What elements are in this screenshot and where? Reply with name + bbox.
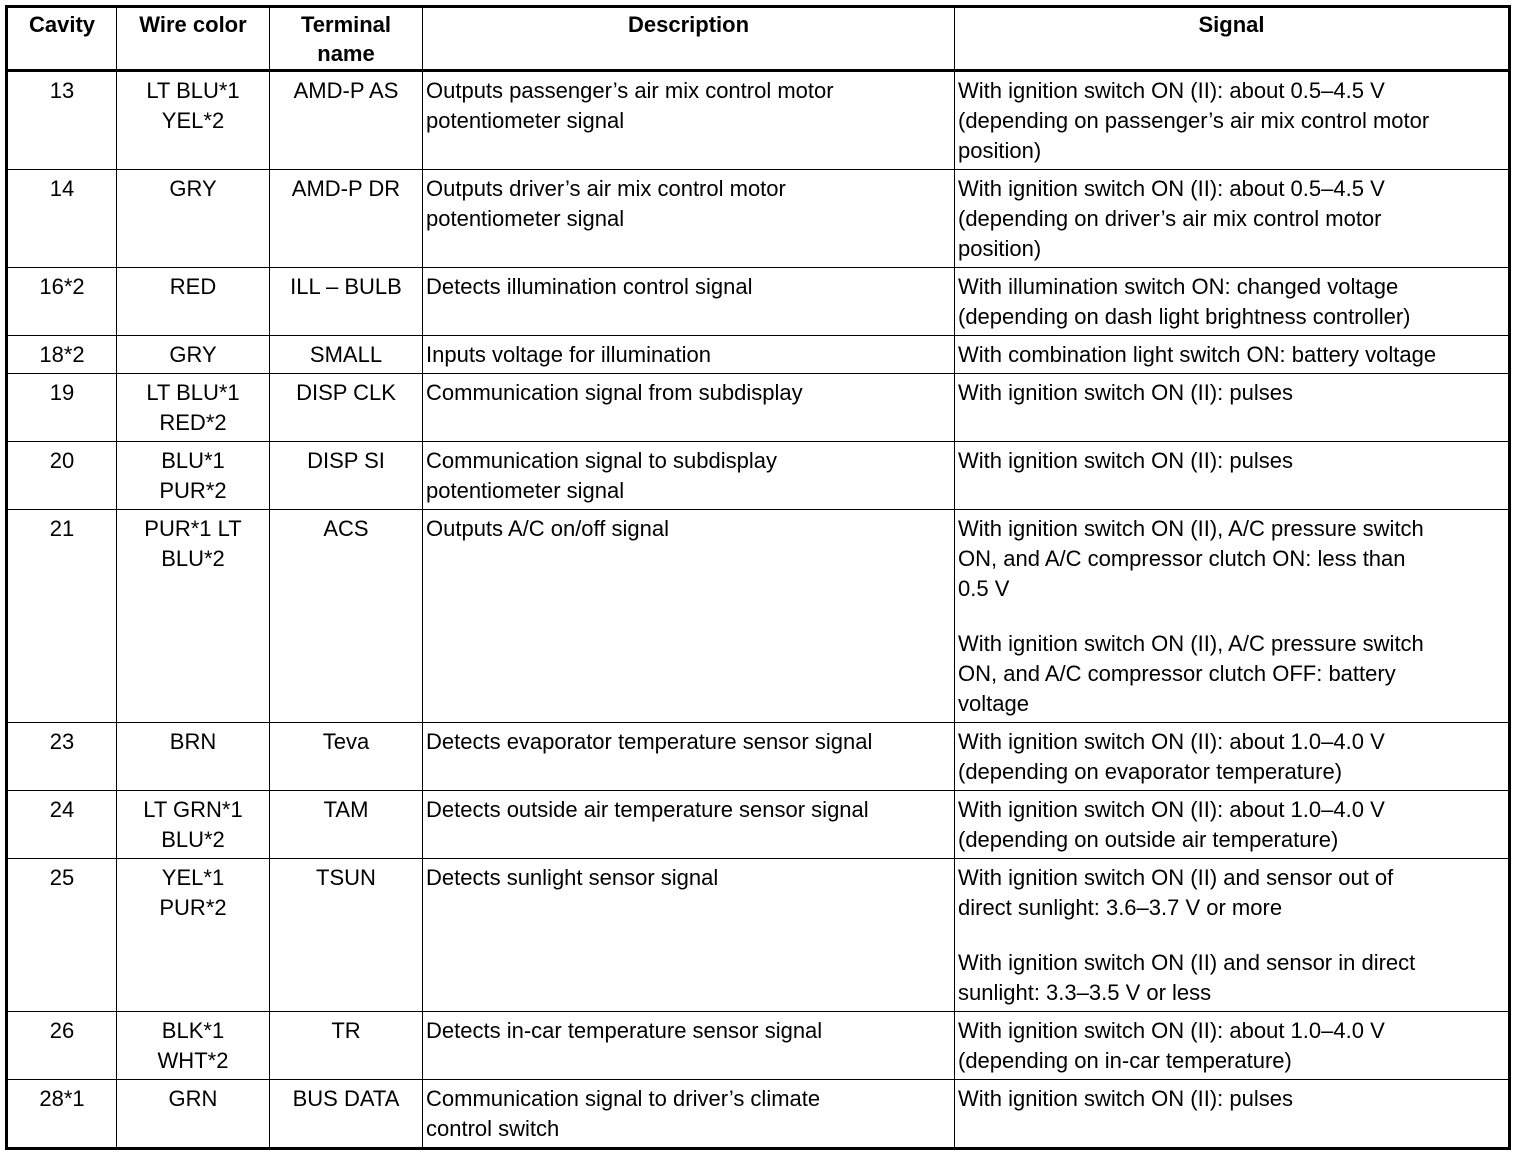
- wire-color-cell: [117, 268, 270, 336]
- signal-line: ON, and A/C compressor clutch OFF: battery: [958, 661, 1396, 686]
- signal-line: ON, and A/C compressor clutch ON: less than: [958, 546, 1406, 571]
- wire-color-line: BRN: [169, 729, 217, 754]
- signal-cell: [955, 71, 1510, 170]
- table-row: [7, 723, 1510, 791]
- signal-line: position): [958, 236, 1042, 261]
- description-line: Detects illumination control signal: [426, 274, 753, 299]
- signal-paragraph: [958, 514, 1505, 604]
- description-line: Detects outside air temperature sensor signal: [426, 797, 869, 822]
- description-line: Inputs voltage for illumination: [426, 342, 711, 367]
- wire-color-cell: [117, 374, 270, 442]
- wire-color-cell: [117, 859, 270, 1012]
- description-line: Detects in-car temperature sensor signal: [426, 1018, 823, 1043]
- signal-line: (depending on outside air temperature): [958, 827, 1339, 852]
- wire-color-cell: [117, 723, 270, 791]
- signal-paragraph: [958, 378, 1505, 408]
- wire-color-line: WHT*2: [157, 1048, 229, 1073]
- description-cell: [423, 442, 955, 510]
- wire-color-cell: [117, 510, 270, 723]
- signal-line: (depending on evaporator temperature): [958, 759, 1343, 784]
- terminal-name-cell: TAM: [270, 791, 423, 859]
- signal-line: With ignition switch ON (II), A/C pressure switch: [958, 516, 1424, 541]
- signal-line: With ignition switch ON (II): pulses: [958, 448, 1293, 473]
- signal-cell: [955, 859, 1510, 1012]
- table-body: [7, 71, 1510, 1149]
- signal-paragraph: [958, 863, 1505, 923]
- cavity-cell: 16*2: [7, 268, 117, 336]
- description-cell: [423, 374, 955, 442]
- description-cell: [423, 1012, 955, 1080]
- signal-paragraph: [958, 629, 1505, 719]
- terminal-name-cell: AMD-P AS: [270, 71, 423, 170]
- signal-line: voltage: [958, 691, 1029, 716]
- description-line: Outputs A/C on/off signal: [426, 516, 669, 541]
- wire-color-line: LT BLU*1: [146, 78, 240, 103]
- table-row: [7, 1080, 1510, 1149]
- signal-line: (depending on dash light brightness controller): [958, 304, 1411, 329]
- signal-line: With ignition switch ON (II): about 1.0–4.0 V: [958, 729, 1385, 754]
- header-wire-color: Wire color: [117, 7, 270, 71]
- description-line: Detects sunlight sensor signal: [426, 865, 719, 890]
- table-row: [7, 268, 1510, 336]
- terminal-name-cell: BUS DATA: [270, 1080, 423, 1149]
- signal-line: With illumination switch ON: changed voltage: [958, 274, 1399, 299]
- header-description: Description: [423, 7, 955, 71]
- cavity-cell: 25: [7, 859, 117, 1012]
- table-row: [7, 510, 1510, 723]
- terminal-name-cell: TSUN: [270, 859, 423, 1012]
- header-cavity: Cavity: [7, 7, 117, 71]
- signal-paragraph: [958, 795, 1505, 855]
- description-cell: [423, 268, 955, 336]
- signal-cell: [955, 374, 1510, 442]
- wire-color-cell: [117, 71, 270, 170]
- wire-color-line: YEL*2: [161, 108, 225, 133]
- signal-cell: [955, 510, 1510, 723]
- signal-line: sunlight: 3.3–3.5 V or less: [958, 980, 1212, 1005]
- wire-color-line: YEL*1: [161, 865, 225, 890]
- description-cell: [423, 859, 955, 1012]
- wire-color-line: PUR*1 LT: [144, 516, 242, 541]
- signal-paragraph: [958, 446, 1505, 476]
- description-cell: [423, 510, 955, 723]
- signal-paragraph: [958, 948, 1505, 1008]
- signal-cell: [955, 1080, 1510, 1149]
- signal-cell: [955, 442, 1510, 510]
- description-line: potentiometer signal: [426, 206, 625, 231]
- wire-color-line: PUR*2: [159, 895, 227, 920]
- description-line: potentiometer signal: [426, 108, 625, 133]
- description-cell: [423, 791, 955, 859]
- wire-color-line: PUR*2: [159, 478, 227, 503]
- terminal-name-cell: DISP SI: [270, 442, 423, 510]
- wire-color-line: GRY: [169, 176, 217, 201]
- terminal-name-cell: AMD-P DR: [270, 170, 423, 268]
- description-line: Detects evaporator temperature sensor signal: [426, 729, 873, 754]
- terminal-name-cell: DISP CLK: [270, 374, 423, 442]
- signal-cell: [955, 336, 1510, 374]
- signal-paragraph: [958, 727, 1505, 787]
- signal-paragraph: [958, 340, 1505, 370]
- signal-paragraph: [958, 1084, 1505, 1114]
- terminal-name-cell: SMALL: [270, 336, 423, 374]
- signal-line: With ignition switch ON (II): about 1.0–4.0 V: [958, 797, 1385, 822]
- signal-line: With ignition switch ON (II) and sensor in direct: [958, 950, 1416, 975]
- signal-cell: [955, 791, 1510, 859]
- signal-line: With ignition switch ON (II): about 0.5–4.5 V: [958, 78, 1385, 103]
- table-row: [7, 336, 1510, 374]
- signal-line: With ignition switch ON (II) and sensor out of: [958, 865, 1394, 890]
- cavity-cell: 26: [7, 1012, 117, 1080]
- wire-color-line: GRY: [169, 342, 217, 367]
- signal-line: position): [958, 138, 1042, 163]
- description-cell: [423, 71, 955, 170]
- signal-line: (depending on driver’s air mix control motor: [958, 206, 1382, 231]
- cavity-cell: 23: [7, 723, 117, 791]
- terminal-name-cell: TR: [270, 1012, 423, 1080]
- header-row: [7, 7, 1510, 71]
- wire-color-line: LT BLU*1: [146, 380, 240, 405]
- header-signal: Signal: [955, 7, 1510, 71]
- signal-line: direct sunlight: 3.6–3.7 V or more: [958, 895, 1283, 920]
- signal-line: With ignition switch ON (II): about 0.5–4.5 V: [958, 176, 1385, 201]
- description-cell: [423, 336, 955, 374]
- description-line: Outputs driver’s air mix control motor: [426, 176, 786, 201]
- table-row: [7, 1012, 1510, 1080]
- wire-color-cell: [117, 170, 270, 268]
- description-cell: [423, 1080, 955, 1149]
- wire-color-line: BLK*1: [161, 1018, 225, 1043]
- wire-color-cell: [117, 442, 270, 510]
- wire-color-line: RED: [169, 274, 217, 299]
- signal-line: With combination light switch ON: battery voltage: [958, 342, 1437, 367]
- description-line: Communication signal to subdisplay: [426, 448, 777, 473]
- description-line: Communication signal to driver’s climate: [426, 1086, 821, 1111]
- signal-cell: [955, 268, 1510, 336]
- table-row: [7, 791, 1510, 859]
- wire-color-line: GRN: [168, 1086, 218, 1111]
- wire-color-line: BLU*2: [161, 827, 225, 852]
- terminal-table: [5, 5, 1511, 1150]
- table-row: [7, 859, 1510, 1012]
- cavity-cell: 14: [7, 170, 117, 268]
- signal-paragraph: [958, 174, 1505, 264]
- signal-line: 0.5 V: [958, 576, 1010, 601]
- signal-line: With ignition switch ON (II): about 1.0–4.0 V: [958, 1018, 1385, 1043]
- signal-paragraph: [958, 76, 1505, 166]
- description-cell: [423, 170, 955, 268]
- wire-color-cell: [117, 1012, 270, 1080]
- signal-cell: [955, 170, 1510, 268]
- table-row: [7, 374, 1510, 442]
- cavity-cell: 20: [7, 442, 117, 510]
- table-header: [7, 7, 1510, 71]
- signal-line: With ignition switch ON (II): pulses: [958, 380, 1293, 405]
- cavity-cell: 13: [7, 71, 117, 170]
- header-terminal-name: Terminal name: [270, 7, 423, 71]
- cavity-cell: 24: [7, 791, 117, 859]
- wire-color-cell: [117, 791, 270, 859]
- description-line: control switch: [426, 1116, 560, 1141]
- description-line: Communication signal from subdisplay: [426, 380, 803, 405]
- signal-cell: [955, 1012, 1510, 1080]
- terminal-name-cell: ILL – BULB: [270, 268, 423, 336]
- wire-color-line: BLU*2: [161, 546, 225, 571]
- wire-color-cell: [117, 1080, 270, 1149]
- signal-paragraph: [958, 1016, 1505, 1076]
- cavity-cell: 19: [7, 374, 117, 442]
- signal-line: With ignition switch ON (II): pulses: [958, 1086, 1293, 1111]
- cavity-cell: 18*2: [7, 336, 117, 374]
- description-line: Outputs passenger’s air mix control motor: [426, 78, 834, 103]
- signal-line: (depending on passenger’s air mix control motor: [958, 108, 1430, 133]
- wire-color-line: BLU*1: [161, 448, 225, 473]
- table-row: [7, 170, 1510, 268]
- table-row: [7, 71, 1510, 170]
- terminal-name-cell: Teva: [270, 723, 423, 791]
- signal-line: With ignition switch ON (II), A/C pressure switch: [958, 631, 1424, 656]
- signal-paragraph: [958, 272, 1505, 332]
- terminal-name-cell: ACS: [270, 510, 423, 723]
- description-line: potentiometer signal: [426, 478, 625, 503]
- signal-line: (depending on in-car temperature): [958, 1048, 1292, 1073]
- cavity-cell: 28*1: [7, 1080, 117, 1149]
- cavity-cell: 21: [7, 510, 117, 723]
- table-row: [7, 442, 1510, 510]
- wire-color-cell: [117, 336, 270, 374]
- wire-color-line: LT GRN*1: [143, 797, 243, 822]
- wire-color-line: RED*2: [159, 410, 227, 435]
- description-cell: [423, 723, 955, 791]
- signal-cell: [955, 723, 1510, 791]
